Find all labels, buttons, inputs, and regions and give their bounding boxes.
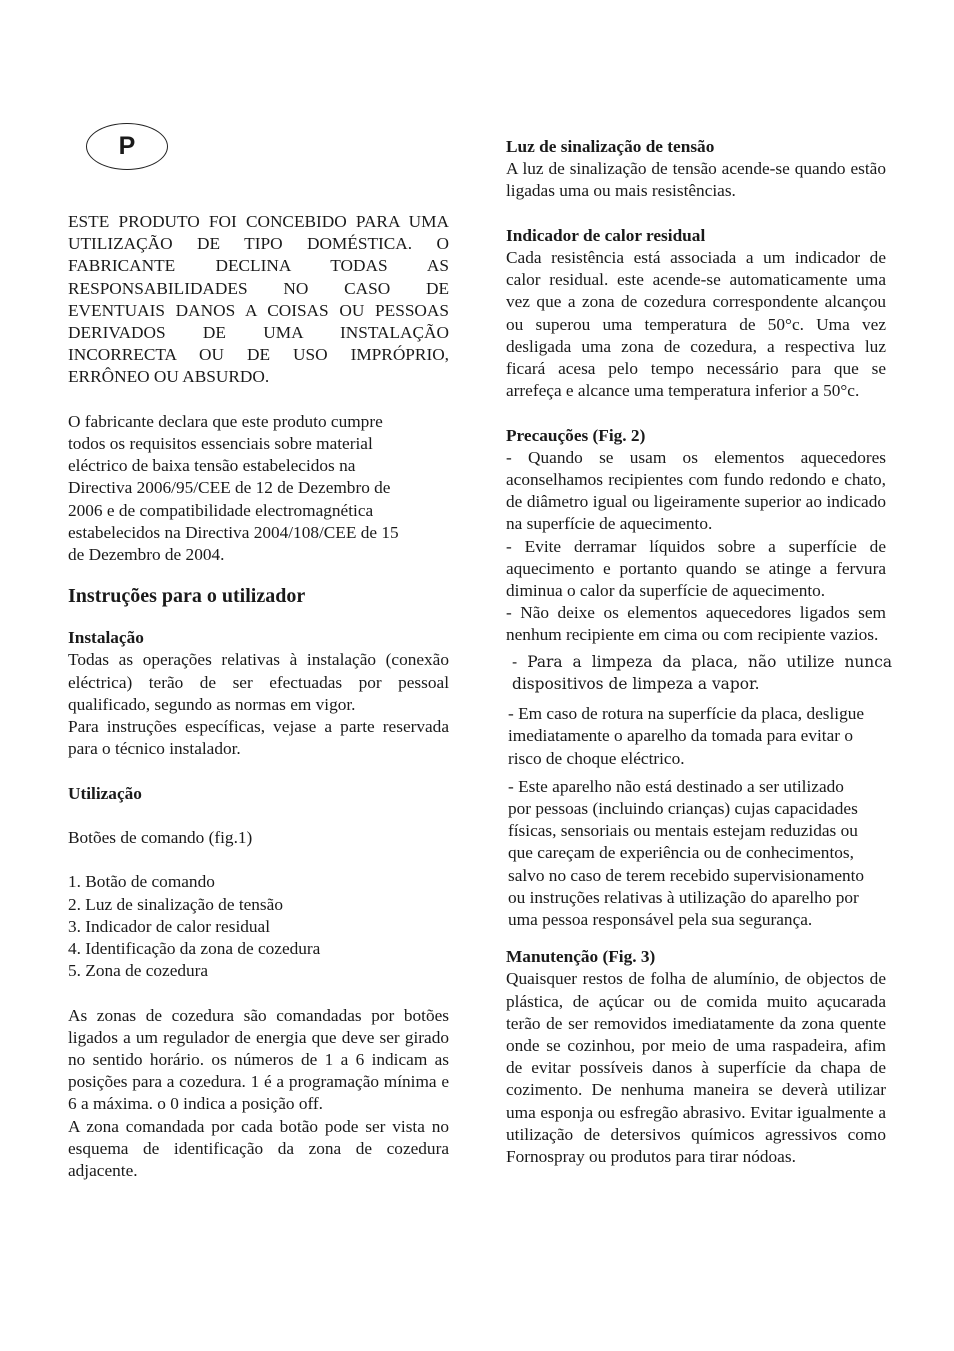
breakage-line: risco de choque eléctrico. [508, 748, 685, 768]
maintenance-text: Quaisquer restos de folha de alumínio, de objectos de plástica, de açúcar ou de comida muito açucarada terão de ser removidos imediatamente da zona quente onde se cozinhou, por meio de uma raspadeira, afim de evitar possíveis danos à superfície da chapa de cozimento. De nenhuma maneira se deverà utilizar uma esponja ou esfregão abrasivo. Evitar igualmente a utilização de detersivos químicos agressivos como Fornospray ou produtos para tirar nódoas. [506, 969, 886, 1167]
right-column [506, 136, 892, 1168]
breakage-note [508, 703, 908, 770]
usage-text-2: A zona comandada por cada botão pode ser vista no esquema de identificação da zona de cozedura adjacente. [68, 1116, 449, 1181]
list-item: 3. Indicador de calor residual [68, 916, 271, 936]
persons-line: - Este aparelho não está destinado a ser utilizado [508, 776, 844, 796]
section-title: Instruções para o utilizador [68, 585, 306, 608]
language-letter: P [118, 132, 136, 160]
list-item: 5. Zona de cozedura [68, 961, 209, 981]
residual-heat-heading: Indicador de calor residual [506, 225, 706, 245]
installation-text: Todas as operações relativas à instalação (conexão eléctrica) terão de ser efectuadas por pessoal qualificado, segundo as normas em vigor. [68, 650, 449, 714]
disclaimer-text: ESTE PRODUTO FOI CONCEBIDO PARA UMA UTILIZAÇÃO DE TIPO DOMÉSTICA. O FABRICANTE DECLINA TODAS AS RESPONSABILIDADES NO CASO DE EVENTUAIS DANOS A COISAS OU PESSOAS DERIVADOS DE UMA INSTALAÇÃO INCORRECTA OU DE USO IMPRÓPRIO, ERRÔNEO OU ABSURDO. [68, 212, 449, 387]
maintenance-heading: Manutenção (Fig. 3) [506, 947, 656, 967]
controls-subheading: Botões de comando (fig.1) [68, 828, 253, 848]
persons-line: ou instruções relativas à utilização do aparelho por [508, 887, 859, 907]
declaration-line: de Dezembro de 2004. [68, 545, 225, 565]
usage-heading: Utilização [68, 783, 142, 803]
persons-line: uma pessoa responsável pela sua segurança. [508, 910, 813, 930]
voltage-light-text: A luz de sinalização de tensão acende-se quando estão ligadas uma ou mais resistências. [506, 159, 886, 201]
declaration-line: estabelecidos na Directiva 2004/108/CEE de 15 [68, 522, 399, 542]
precaution-item: - Evite derramar líquidos sobre a superfície de aquecimento e portanto quando se atinge a fervura diminua o calor da superfície de aquecimento. [506, 536, 886, 601]
residual-heat-text: Cada resistência está associada a um indicador de calor residual. este acende-se automaticamente uma vez que a zona de cozedura correspondente alcançou ou superou uma temperatura de 50°c. Uma vez desligada uma zona de cozedura, a respectiva luz ficará acesa pelo tempo necessário para que se arrefeça e alcance uma temperatura inferior a 50°c. [506, 248, 886, 401]
declaration-paragraph [68, 411, 449, 566]
controls-list [68, 871, 449, 982]
breakage-line: - Em caso de rotura na superfície da placa, desligue [508, 704, 865, 724]
persons-note [508, 776, 908, 931]
precautions-heading: Precauções (Fig. 2) [506, 425, 646, 445]
declaration-line: O fabricante declara que este produto cumpre [68, 411, 383, 431]
declaration-line: todos os requisitos essenciais sobre material [68, 434, 373, 454]
declaration-line: eléctrico de baixa tensão estabelecidos na [68, 456, 356, 476]
persons-line: que careçam de experiência ou de conhecimentos, [508, 843, 854, 863]
declaration-line: Directiva 2006/95/CEE de 12 de Dezembro de [68, 478, 391, 498]
persons-line: físicas, sensoriais ou mentais estejam reduzidas ou [508, 821, 858, 841]
steam-note: - Para a limpeza da placa, não utilize nunca dispositivos de limpeza a vapor. [512, 652, 892, 693]
language-badge [86, 123, 168, 170]
installation-text-2: Para instruções específicas, vejase a parte reservada para o técnico instalador. [68, 717, 449, 759]
usage-text: As zonas de cozedura são comandadas por botões ligados a um regulador de energia que deve ser girado no sentido horário. os números de 1 a 6 indicam as posições para a cozedura. 1 é a programação mínima e 6 a máxima. o 0 indica a posição off. [68, 1005, 449, 1114]
installation-heading: Instalação [68, 628, 144, 648]
left-column [68, 211, 449, 1182]
list-item: 2. Luz de sinalização de tensão [68, 894, 283, 914]
precaution-item: - Não deixe os elementos aquecedores ligados sem nenhum recipiente em cima ou com recipiente vazios. [506, 603, 886, 645]
persons-line: por pessoas (incluindo crianças) cujas capacidades [508, 799, 858, 819]
precaution-item: - Quando se usam os elementos aquecedores aconselhamos recipientes com fundo redondo e chato, de diâmetro igual ou ligeiramente superior ao indicado na superfície de aquecimento. [506, 447, 886, 534]
persons-line: salvo no caso de terem recebido supervisionamento [508, 865, 865, 885]
breakage-line: imediatamente o aparelho da tomada para evitar o [508, 726, 853, 746]
list-item: 4. Identificação da zona de cozedura [68, 939, 321, 959]
list-item: 1. Botão de comando [68, 872, 215, 892]
voltage-light-heading: Luz de sinalização de tensão [506, 137, 715, 156]
declaration-line: 2006 e de compatibilidade electromagnética [68, 500, 374, 520]
